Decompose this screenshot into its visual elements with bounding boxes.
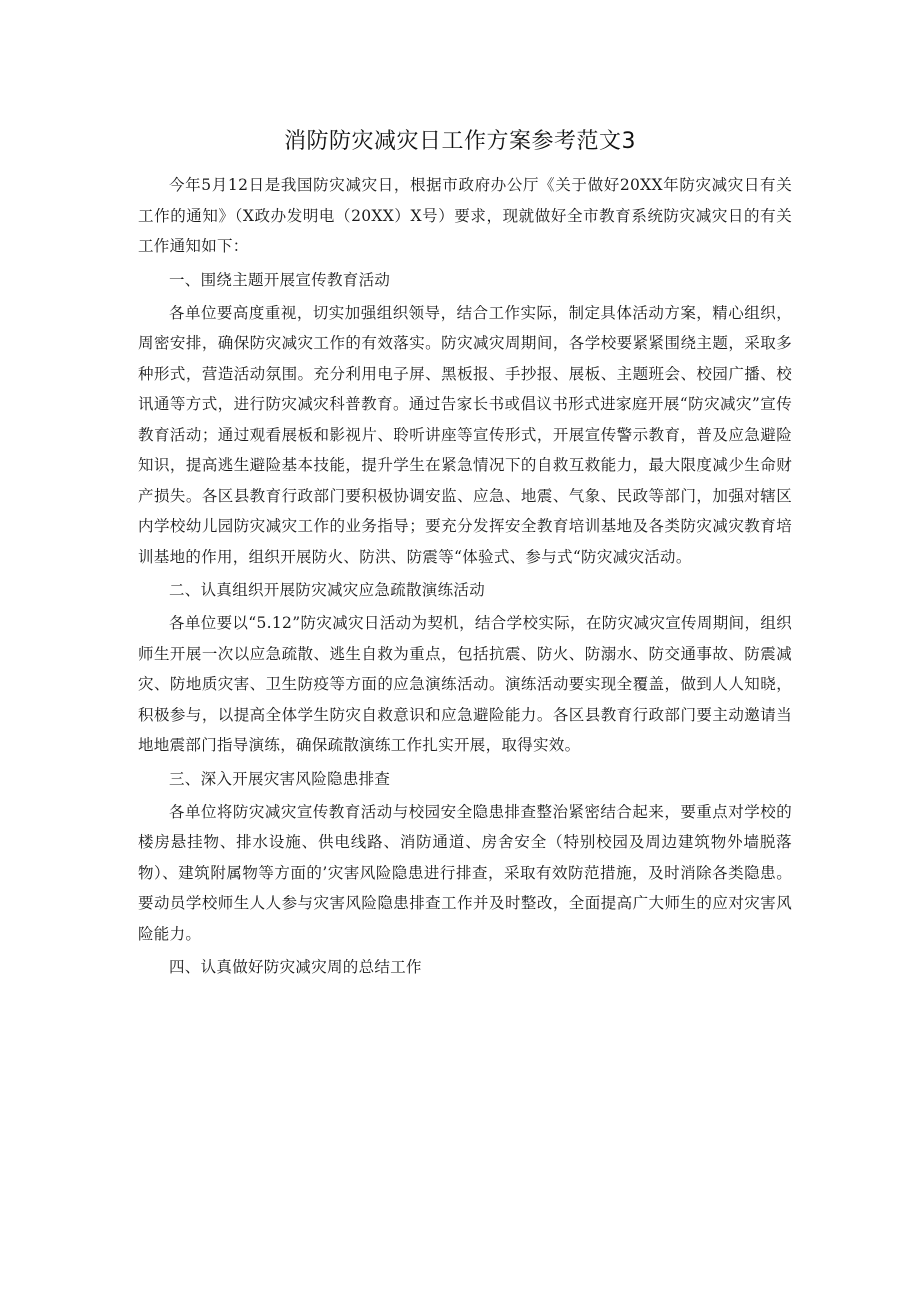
- section-heading-4: 四、认真做好防灾减灾周的总结工作: [169, 958, 422, 976]
- document-title: 消防防灾减灾日工作方案参考范文3: [284, 129, 636, 154]
- section-heading-3: 三、深入开展灾害风险隐患排查: [169, 769, 391, 788]
- section-heading-1: 一、围绕主题开展宣传教育活动: [169, 270, 391, 289]
- intro-paragraph: 今年5月12日是我国防灾减灾日，根据市政府办公厅《关于做好20XX年防灾减灾日有关工作的通知》（X政办发明电（20XX）X号）要求，现就做好全市教育系统防灾减灾日的有关工作通知如下：: [138, 176, 792, 255]
- section-body-1: 各单位要高度重视，切实加强组织领导，结合工作实际，制定具体活动方案，精心组织，周密安排，确保防灾减灾工作的有效落实。防灾减灾周期间，各学校要紧紧围绕主题，采取多种形式，营造活动氛围。充分利用电子屏、黑板报、手抄报、展板、主题班会、校园广播、校讯通等方式，进行防灾减灾科普教育。通过告家长书或倡议书形式进家庭开展“防灾减灾”宣传教育活动；通过观看展板和影视片、聆听讲座等宣传形式，开展宣传警示教育，普及应急避险知识，提高逃生避险基本技能，提升学生在紧急情况下的自救互救能力，最大限度减少生命财产损失。各区县教育行政部门要积极协调安监、应急、地震、气象、民政等部门，加强对辖区内学校幼儿园防灾减灾工作的业务指导；要充分发挥安全教育培训基地及各类防灾减灾教育培训基地的作用，组织开展防火、防洪、防震等“体验式、参与式“防灾减灾活动。: [138, 303, 792, 566]
- section-body-2: 各单位要以“5.12”防灾减灾日活动为契机，结合学校实际，在防灾减灾宣传周期间，组织师生开展一次以应急疏散、逃生自救为重点，包括抗震、防火、防溺水、防交通事故、防震减灾、防地质灾害、卫生防疫等方面的应急演练活动。演练活动要实现全覆盖，做到人人知晓，积极参与，以提高全体学生防灾自救意识和应急避险能力。各区县教育行政部门要主动邀请当地地震部门指导演练，确保疏散演练工作扎实开展，取得实效。: [138, 614, 792, 754]
- document-body: [138, 170, 792, 985]
- section-body-3: 各单位将防灾减灾宣传教育活动与校园安全隐患排查整治紧密结合起来，要重点对学校的楼房悬挂物、排水设施、供电线路、消防通道、房舍安全（特别校园及周边建筑物外墙脱落物）、建筑附属物等方面的’灾害风险隐患进行排查，采取有效防范措施，及时消除各类隐患。要动员学校师生人人参与灾害风险隐患排查工作并及时整改，全面提高广大师生的应对灾害风险能力。: [138, 802, 792, 943]
- section-heading-2: 二、认真组织开展防灾减灾应急疏散演练活动: [169, 581, 486, 599]
